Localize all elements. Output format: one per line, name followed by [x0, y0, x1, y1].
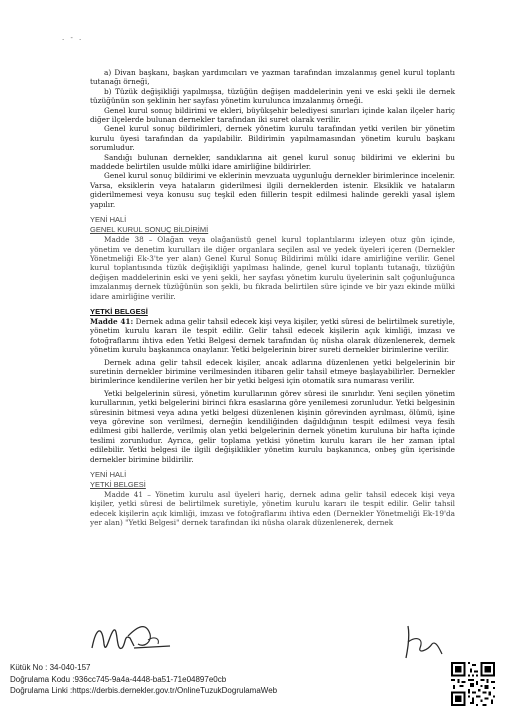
- section3-yeni-hali: YENİ HALİ: [90, 470, 127, 480]
- section2-para-1: Madde 41: Dernek adına gelir tahsil edecek kişi veya kişiler, yetki süresi de belirtilmek suretiyle, yönetim kurulu kararı ile tespit edilir. Gelir tahsil edecek kişilerin açık kimliği, imzası ve fotoğraflarını ihtiva eden Yetki Belgesi dernek tarafından üç nüsha olarak düzenlenerek, dernek yönetim kurulu başkanınca onaylanır. Yetki belgelerinin birer sureti dernekler birimlerine verilir.: [90, 316, 455, 355]
- paragraph-a: a) Divan başkanı, başkan yardımcıları ve yazman tarafından imzalanmış genel kurul toplantı tutanağı örneği,: [90, 68, 455, 87]
- kutuk-no: Kütük No : 34-040-157: [10, 663, 91, 672]
- paragraph-c: Genel kurul sonuç bildirimi ve ekleri, büyükşehir belediyesi sınırları içinde kalan ilçeler hariç diğer ilçelerde bulunan dernekler tarafından iki suret olarak verilir.: [90, 105, 455, 125]
- paragraph-f: Genel kurul sonuç bildirimi ve eklerinin mevzuata uygunluğu dernekler birimlerince incelenir. Varsa, eksiklerin veya hataların giderilmesi ilgili derneklerden istenir. Eksiklik ve hataların giderilmemesi veya konusu suç teşkil eden fiillerin tespit edilmesi halinde gerekli yasal işlem yapılır.: [90, 171, 455, 209]
- dogrulama-kodu: Doğrulama Kodu :936cc745-9a4a-4448-ba51-71e04897e0cb: [10, 674, 227, 684]
- section2-para-2: Dernek adına gelir tahsil edecek kişiler, ancak adlarına düzenlenen yetki belgelerinin bir suretinin dernekler birimine verilmesinden itibaren gelir tahsil etmeye başlayabilirler. Dernekler birimlerince kendilerine verilen her bir yetki belgesi için otomatik sıra numarası verilir.: [90, 357, 455, 386]
- signature-left-icon: [88, 618, 178, 662]
- document-body: [90, 68, 455, 528]
- section2-lead: Madde 41:: [90, 316, 134, 326]
- verification-footer: [10, 662, 277, 697]
- paragraph-d: Genel kurul sonuç bildirimleri, dernek yönetim kurulu tarafından yetki verilen bir yönetim kurulu üyesi tarafından da yapılabilir. Bildirimin yapılmamasından yönetim kurulu başkanı sorumludur.: [90, 124, 455, 153]
- section2-para-3: Yetki belgelerinin süresi, yönetim kurullarının görev süresi ile sınırlıdır. Yeni seçilen yönetim kurullarının, yetki belgelerini birinci fıkra esaslarına göre yenilemesi zorunludur. Yetki belgesinin süresinin bitmesi veya adına yetki belgesi düzenlenen kişinin görevinden ayrılması, ölümü, işine veya görevine son verilmesi, derneğin kendiliğinden dağıldığının tespit edilmesi veya fesih edilmesi gibi hallerde, verilmiş olan yetki belgelerinin dernek yönetim kuruluna bir hafta içinde teslimi zorunludur. Ayrıca, gelir toplama yetkisi yönetim kurulu kararı ile her zaman iptal edilebilir. Yetki belgesi ile ilgili değişiklikler yönetim kurulu başkanınca, onbeş gün içerisinde dernekler birimine bildirilir.: [90, 388, 455, 464]
- section2-title: YETKİ BELGESİ: [90, 306, 148, 316]
- paragraph-b: b) Tüzük değişikliği yapılmışsa, tüzüğün değişen maddelerinin yeni ve eski şekli ile dernek tüzüğünün son şeklinin her sayfası yönetim kurulunca imzalanmış örneği.: [90, 86, 455, 106]
- section1-yeni-hali: YENİ HALİ: [90, 215, 127, 225]
- section1-title: GENEL KURUL SONUÇ BİLDİRİMİ: [90, 225, 209, 235]
- signature-right-icon: [398, 620, 448, 662]
- scan-mark: . - .: [62, 34, 84, 42]
- qr-code-icon[interactable]: [451, 662, 495, 706]
- dogrulama-linki[interactable]: Doğrulama Linki :https://derbis.dernekler.gov.tr/OnlineTuzukDogrulamaWeb: [10, 686, 278, 695]
- paragraph-e: Sandığı bulunan dernekler, sandıklarına ait genel kurul sonuç bildirimi ve eklerini bu maddede belirtilen usulde mülki idare amirliğine bildirirler.: [90, 152, 455, 172]
- section1-text: Madde 38 – Olağan veya olağanüstü genel kurul toplantılarını izleyen otuz gün içinde, yönetim ve denetim kurulları ile diğer organlara seçilen asıl ve yedek üyeleri içeren (Dernekler Yönetmeliği Ek-3'te yer alan) Genel Kurul Sonuç Bildirimi mülki idare amirliğine verilir. Genel kurul toplantısında tüzük değişikliği yapılması halinde, genel kurul toplantı tutanağı, tüzüğün değişen maddelerinin eski ve yeni şekli, her sayfası yönetim kurulu üyelerinin salt çoğunluğunca imzalanmış dernek tüzüğünün son şekli, bu fıkrada belirtilen süre içinde ve bir yazı ekinde mülki idare amirliğine verilir.: [90, 235, 455, 301]
- section3-text: Madde 41 – Yönetim kurulu asıl üyeleri hariç, dernek adına gelir tahsil edecek kişi veya kişiler, yetki süresi de belirtilmek suretiyle, yönetim kurulu kararı ile tespit edilir. Gelir tahsil edecek kişilerin açık kimliği, imzası ve fotoğraflarını ihtiva eden (Dernekler Yönetmeliği Ek-19'da yer alan) "Yetki Belgesi" dernek tarafından iki nüsha olarak düzenlenerek, dernek: [90, 490, 455, 528]
- section3-title: YETKİ BELGESİ: [90, 480, 146, 490]
